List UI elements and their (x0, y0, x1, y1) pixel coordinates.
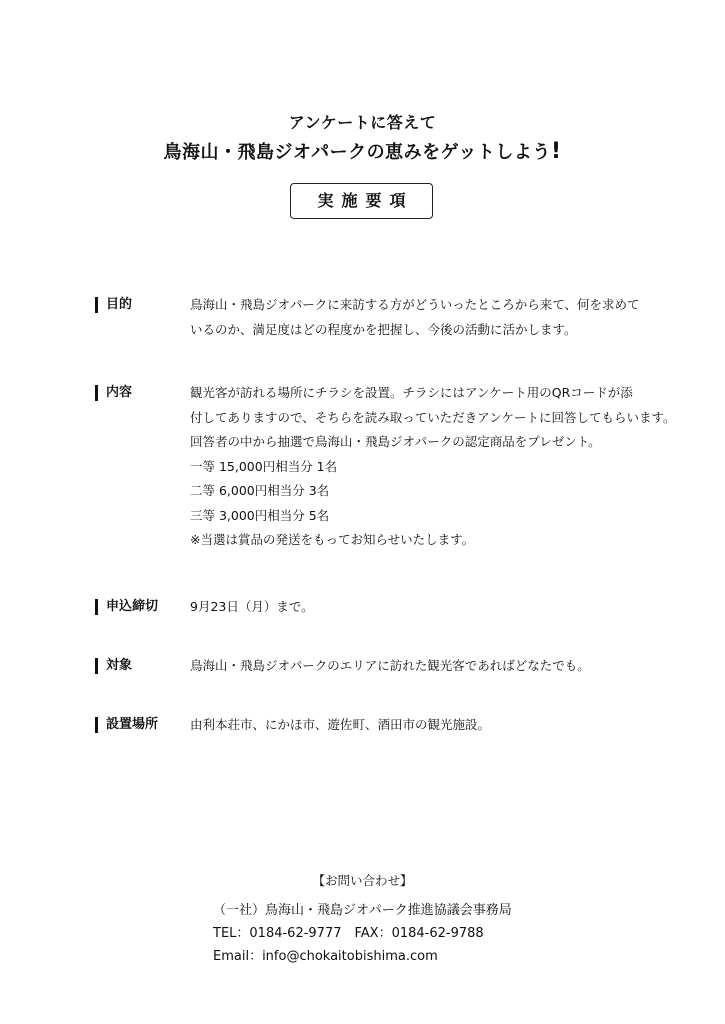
body-line: 由利本荘市、にかほ市、遊佐町、酒田市の観光施設。 (190, 717, 491, 732)
contact-organization: （一社）鳥海山・飛島ジオパーク推進協議会事務局 (213, 903, 512, 918)
section-body-placement (190, 713, 660, 738)
contact-email[interactable]: Email：info@chokaitobishima.com (213, 949, 438, 964)
section-body-content (190, 381, 676, 553)
contact-phone-fax: TEL：0184-62-9777 FAX：0184-62-9788 (213, 926, 484, 941)
body-line: 鳥海山・飛島ジオパークに来訪する方がどういったところから来て、何を求めて (190, 297, 640, 312)
section-body-purpose (190, 293, 660, 342)
body-line: いるのか、満足度はどの程度かを把握し、今後の活動に活かします。 (190, 321, 577, 337)
title-exclamation: ! (550, 139, 562, 164)
title-line-1: アンケートに答えて (288, 113, 437, 132)
prize-line-first: 一等 15,000円相当分 1名 (190, 458, 338, 474)
section-label-content: 内容 (95, 385, 132, 401)
body-line: 9月23日（月）まで。 (190, 599, 314, 614)
section-body-deadline (190, 595, 660, 620)
section-label-placement: 設置場所 (95, 717, 158, 733)
prize-line-third: 三等 3,000円相当分 5名 (190, 507, 330, 523)
section-label-target: 対象 (95, 658, 132, 674)
section-body-target (190, 654, 660, 679)
body-line: 鳥海山・飛島ジオパークのエリアに訪れた観光客であればどなたでも。 (190, 658, 590, 673)
body-line: 観光客が訪れる場所にチラシを設置。チラシにはアンケート用のQRコードが添 (190, 385, 633, 400)
contact-heading: 【お問い合わせ】 (312, 873, 413, 888)
body-line: 回答者の中から抽選で鳥海山・飛島ジオパークの認定商品をプレゼント。 (190, 434, 601, 449)
note-line: ※当選は賞品の発送をもってお知らせいたします。 (190, 532, 475, 547)
body-line: 付してありますので、そちらを読み取っていただきアンケートに回答してもらいます。 (190, 409, 676, 425)
section-label-purpose: 目的 (95, 297, 132, 313)
title-line-2-text: 鳥海山・飛島ジオパークの恵みをゲットしよう (163, 142, 551, 163)
guidelines-badge: 実施要項 (290, 183, 433, 219)
title-line-2 (0, 138, 725, 164)
section-label-deadline: 申込締切 (95, 599, 158, 615)
prize-line-second: 二等 6,000円相当分 3名 (190, 483, 330, 498)
